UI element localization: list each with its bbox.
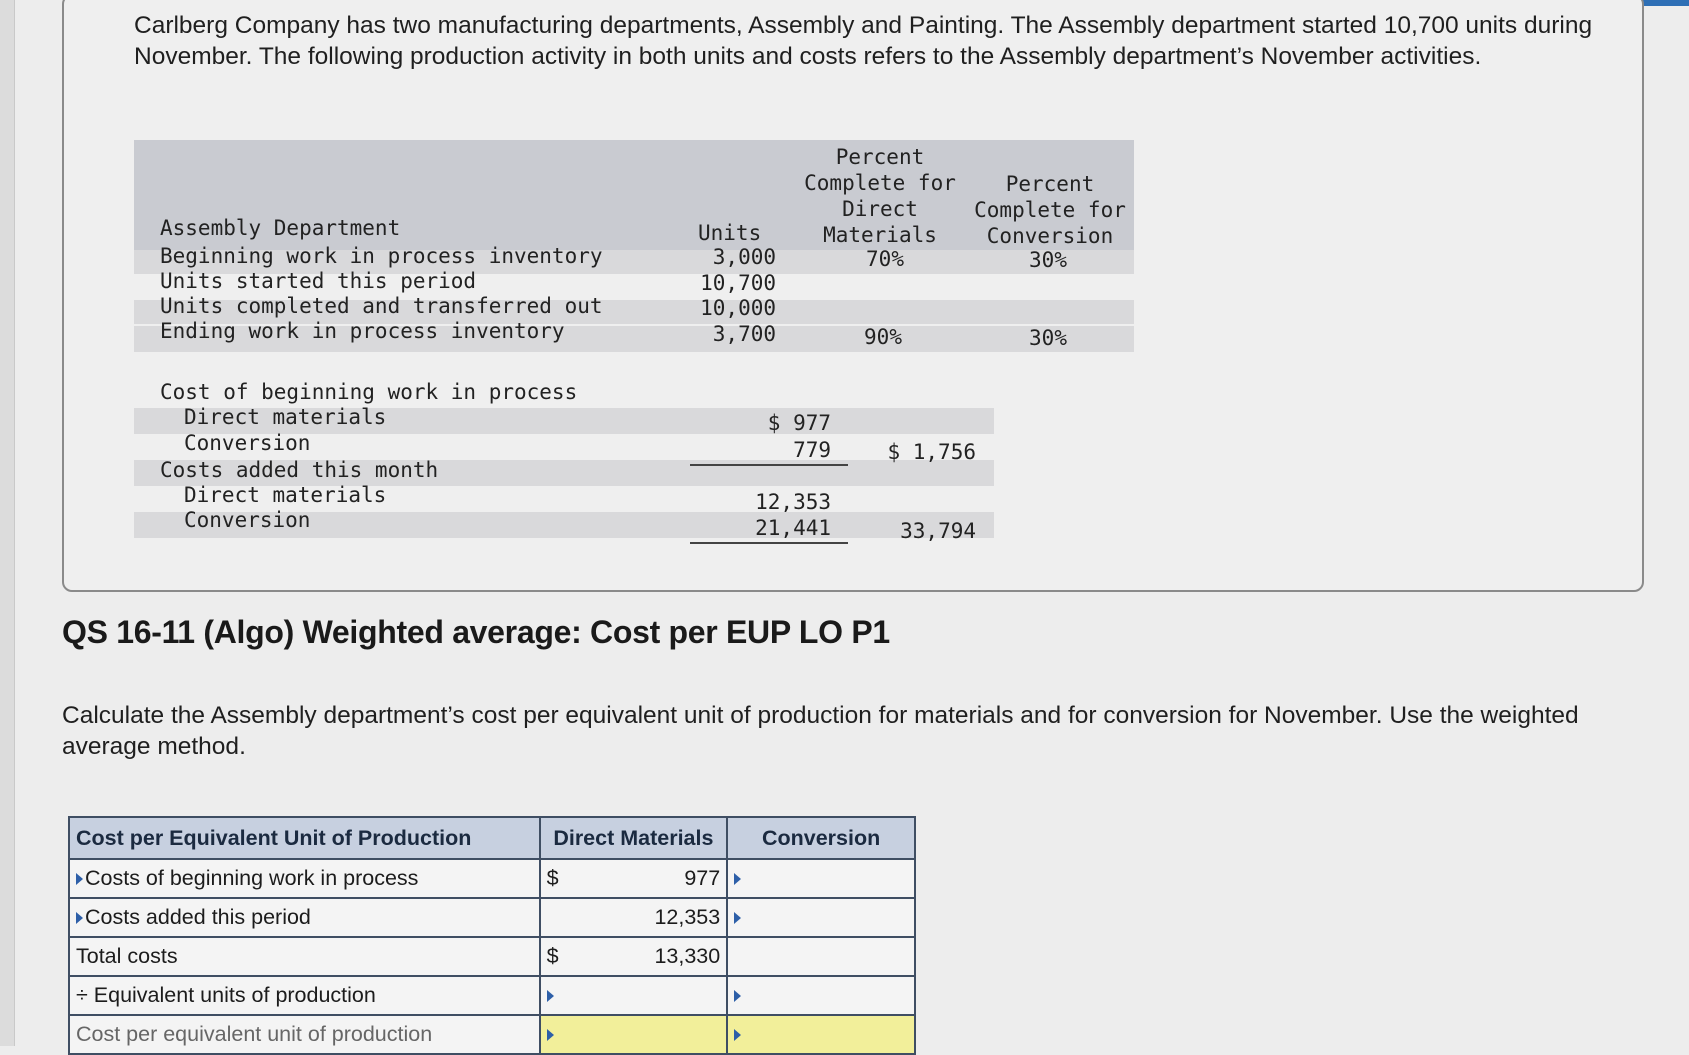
answer-row-label: Costs added this period [69,898,540,937]
units-table-header-pct-materials: Percent Complete for Direct Materials [804,145,956,247]
cost-added-conv-value: 21,441 [755,516,831,540]
dm-added-value: 12,353 [654,905,721,929]
currency-symbol: $ [546,944,559,968]
input-marker-icon [734,990,741,1002]
dm-beginning-value: 977 [684,866,721,890]
cost-beginning-underline [690,464,848,466]
dropdown-marker-icon[interactable] [76,912,83,924]
units-table-header-department: Assembly Department [160,216,401,240]
units-row-units: 10,700 [700,271,776,295]
conv-cost-per-eup-input[interactable] [727,1015,915,1054]
dm-total-cell [540,937,728,976]
conv-eup-input[interactable] [727,976,915,1015]
answer-row-label: Costs of beginning work in process [69,859,540,898]
units-table-header-pct-conversion: Percent Complete for Conversion [974,172,1126,248]
answer-row-label: ÷ Equivalent units of production [69,976,540,1015]
cost-added-dm-value: 12,353 [755,490,831,514]
units-row-units: 3,000 [712,245,776,269]
units-row-label: Units completed and transferred out [160,294,603,318]
left-panel-edge [0,0,15,1046]
cost-added-underline [690,542,848,544]
col-header-direct-materials: Direct Materials [540,817,728,859]
answer-table-header-row [69,817,915,859]
conv-beginning-input[interactable] [727,859,915,898]
dm-beginning-cell[interactable] [540,859,728,898]
input-marker-icon [734,873,741,885]
question-instruction: Calculate the Assembly department’s cost per equivalent unit of production for materials and for conversion for November. Use the weighted average method. [62,702,1579,760]
units-row-conversion-pct: 30% [1029,248,1067,272]
cost-added-total: 33,794 [900,519,976,543]
input-marker-icon [547,1029,554,1041]
dm-total-value: 13,330 [654,944,721,968]
units-row-label: Beginning work in process inventory [160,244,603,268]
cost-beginning-conv-value: 779 [793,438,831,462]
units-row-label: Units started this period [160,269,477,293]
units-row-materials-pct: 90% [864,325,902,349]
units-row-label: Ending work in process inventory [160,319,565,343]
dm-cost-per-eup-input[interactable] [540,1015,728,1054]
cost-added-header: Costs added this month [160,458,439,482]
dropdown-marker-icon[interactable] [76,873,83,885]
dm-added-cell[interactable] [540,898,728,937]
cost-beginning-header: Cost of beginning work in process [160,380,578,404]
answer-row-equivalent-units [69,976,915,1015]
conv-added-input[interactable] [727,898,915,937]
answer-row-beginning-costs [69,859,915,898]
units-row-units: 3,700 [712,322,776,346]
col-header-conversion: Conversion [727,817,915,859]
answer-row-total-costs [69,937,915,976]
answer-row-costs-added [69,898,915,937]
problem-intro: Carlberg Company has two manufacturing departments, Assembly and Painting. The Assembly department started 10,700 units during November. The following production activity in both units and costs refers to the Assembly department’s November activities. [134,12,1593,70]
dm-eup-input[interactable] [540,976,728,1015]
answer-row-label: Total costs [69,937,540,976]
currency-symbol: $ [546,866,559,890]
units-table-header-units: Units [698,221,762,245]
answer-row-cost-per-eup [69,1015,915,1054]
cost-added-conv-label: Conversion [184,508,311,532]
answer-row-label: Cost per equivalent unit of production [69,1015,540,1054]
input-marker-icon [734,912,741,924]
cost-beginning-conv-label: Conversion [184,431,311,455]
conv-total-cell [727,937,915,976]
answer-table [68,816,916,1055]
units-row-conversion-pct: 30% [1029,326,1067,350]
cost-beginning-dm-value: $ 977 [767,411,831,435]
units-row-materials-pct: 70% [866,247,904,271]
cost-beginning-dm-label: Direct materials [184,405,387,429]
cost-beginning-total: $ 1,756 [887,440,976,464]
input-marker-icon [734,1029,741,1041]
input-marker-icon [547,990,554,1002]
question-title: QS 16-11 (Algo) Weighted average: Cost per EUP LO P1 [62,614,890,650]
col-header-cost-per-eup: Cost per Equivalent Unit of Production [69,817,540,859]
units-row-units: 10,000 [700,296,776,320]
cost-added-dm-label: Direct materials [184,483,387,507]
